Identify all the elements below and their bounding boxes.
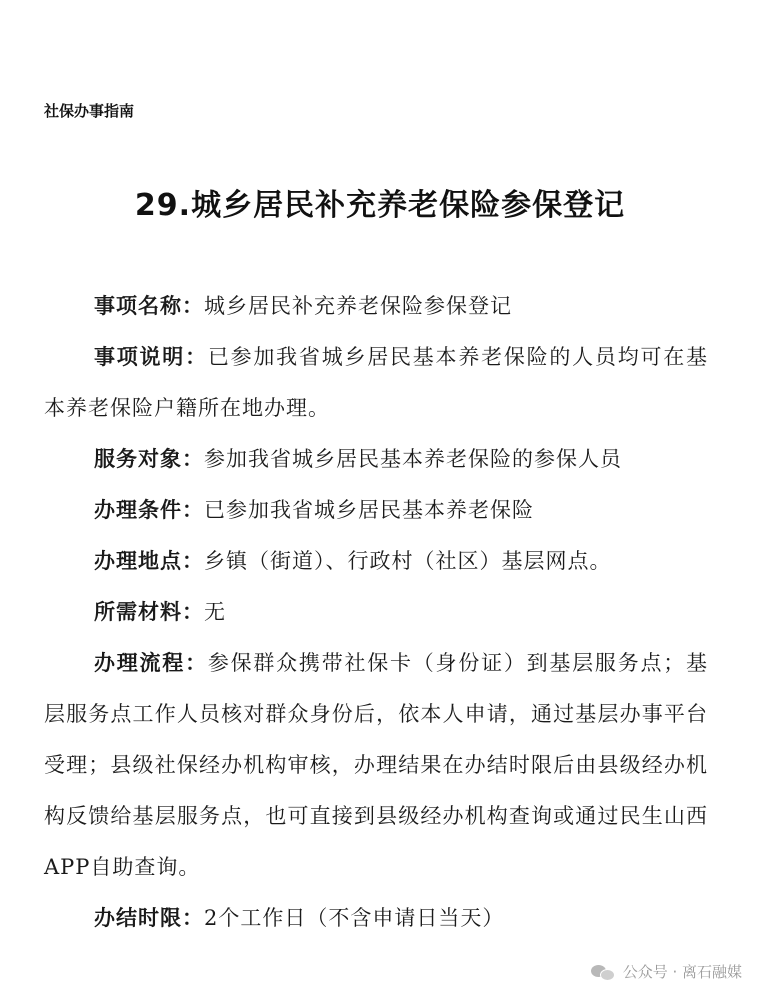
item-key: 事项名称：: [94, 294, 204, 318]
item-value: 参加我省城乡居民基本养老保险的参保人员: [204, 447, 622, 471]
wechat-icon: [591, 963, 615, 981]
item-time-limit: [44, 893, 708, 944]
item-key: 办理地点：: [94, 549, 204, 573]
item-key: 服务对象：: [94, 447, 204, 471]
item-value: 乡镇（街道）、行政村（社区）基层网点。: [204, 549, 612, 573]
item-description: [44, 332, 708, 434]
item-key: 所需材料：: [94, 600, 204, 624]
watermark-text: 公众号 · 离石融媒: [622, 963, 742, 981]
item-key: 事项说明：: [94, 345, 208, 369]
item-location: [44, 536, 708, 587]
item-key: 办理条件：: [94, 498, 204, 522]
item-conditions: [44, 485, 708, 536]
item-value: 已参加我省城乡居民基本养老保险的人员均可在基本养老保险户籍所在地办理。: [44, 345, 709, 420]
item-key: 办理流程：: [94, 651, 208, 675]
watermark: [591, 961, 742, 982]
item-process: [44, 638, 708, 893]
item-value: 城乡居民补充养老保险参保登记: [204, 294, 512, 318]
item-value: 已参加我省城乡居民基本养老保险: [204, 498, 534, 522]
item-name: [44, 281, 708, 332]
item-value: 2个工作日（不含申请日当天）: [204, 906, 505, 930]
item-service-target: [44, 434, 708, 485]
document-title: 29.城乡居民补充养老保险参保登记: [134, 188, 626, 223]
item-key: 办结时限：: [94, 906, 204, 930]
document-body: [44, 281, 708, 944]
item-value: 参保群众携带社保卡（身份证）到基层服务点；基层服务点工作人员核对群众身份后，依本人申请，通过基层办事平台受理；县级社保经办机构审核，办理结果在办结时限后由县级经办机构反馈给基层服务点，也可直接到县级经办机构查询或通过民生山西APP自助查询。: [44, 651, 709, 879]
item-materials: [44, 587, 708, 638]
header-label: 社保办事指南: [44, 102, 135, 120]
item-value: 无: [204, 600, 226, 624]
